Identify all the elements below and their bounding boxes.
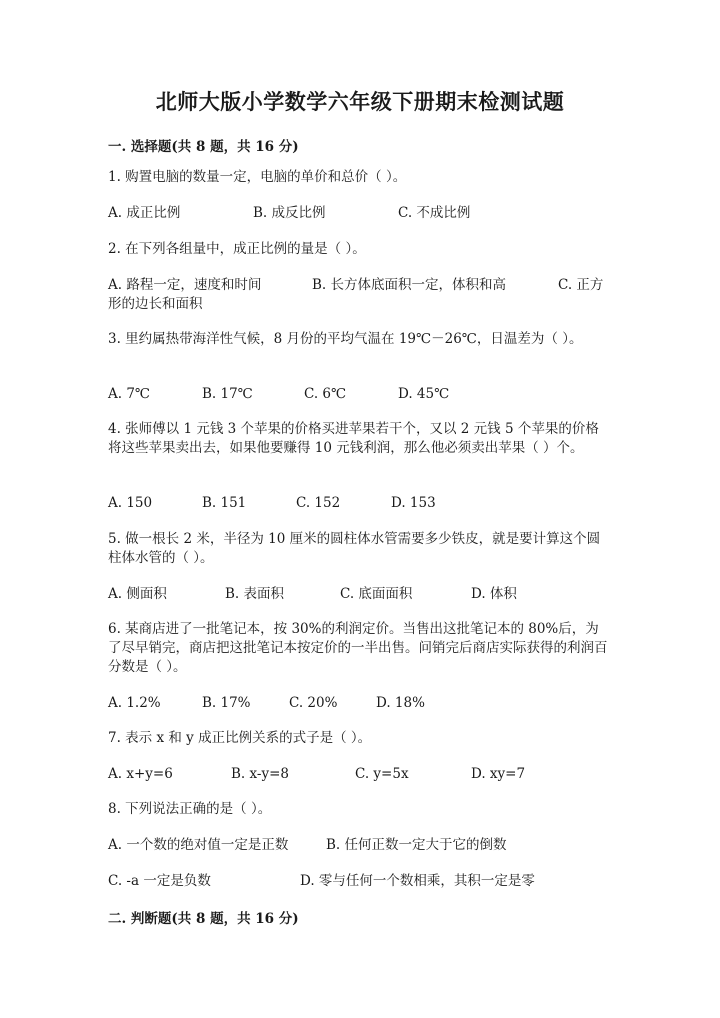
question-8-options-row2 [108,872,628,892]
option-d: D. 45℃ [398,386,450,402]
question-2: 2. 在下列各组量中，成正比例的量是（ ）。 [108,241,366,257]
option-b: B. x-y=8 [231,766,289,782]
option-a: A. 7℃ [108,386,151,402]
question-4-options [108,494,628,514]
question-1-options [108,204,628,224]
option-d: D. 18% [376,695,425,711]
option-a: A. 成正比例 [108,205,181,221]
question-1: 1. 购置电脑的数量一定，电脑的单价和总价（ ）。 [108,169,407,185]
section-heading-choice: 一. 选择题(共 8 题，共 16 分) [108,139,299,155]
option-b: B. 成反比例 [253,205,326,221]
page-title: 北师大版小学数学六年级下册期末检测试题 [155,89,565,114]
option-c: C. 不成比例 [398,205,471,221]
option-c: C. 底面面积 [340,586,413,602]
option-b: B. 17% [202,695,251,711]
option-c: C. 正方形的边长和面积 [108,277,604,312]
option-d: D. 153 [391,495,436,511]
option-a: A. 侧面积 [108,586,167,602]
question-8-options-row1 [108,836,628,856]
question-4: 4. 张师傅以 1 元钱 3 个苹果的价格买进苹果若干个，又以 2 元钱 5 个苹果的价格将这些苹果卖出去，如果他要赚得 10 元钱利润，那么他必须卖出苹果（ ）个。 [108,421,599,456]
option-a: A. 路程一定，速度和时间 [108,277,262,293]
option-c: C. 152 [296,495,341,511]
option-d: D. 体积 [471,586,517,602]
question-2-options [108,276,628,312]
option-d: D. xy=7 [471,766,526,782]
option-c: C. y=5x [355,766,409,782]
option-c: C. 6℃ [304,386,347,402]
section-heading-judge: 二. 判断题(共 8 题，共 16 分) [108,911,299,927]
option-a: A. x+y=6 [108,766,173,782]
option-c: C. 20% [289,695,338,711]
option-a: A. 一个数的绝对值一定是正数 [108,837,289,853]
question-3-options [108,385,628,405]
question-7: 7. 表示 x 和 y 成正比例关系的式子是（ ）。 [108,730,372,746]
question-6: 6. 某商店进了一批笔记本，按 30%的利润定价。当售出这批笔记本的 80%后，为了尽早销完，商店把这批笔记本按定价的一半出售。问销完后商店实际获得的利润百分数是（ ）。 [108,621,608,675]
question-7-options [108,765,628,785]
option-c: C. -a 一定是负数 [108,873,211,889]
option-d: D. 零与任何一个数相乘，其积一定是零 [300,873,535,889]
option-b: B. 17℃ [202,386,253,402]
option-a: A. 1.2% [108,695,161,711]
option-a: A. 150 [108,495,153,511]
question-3: 3. 里约属热带海洋性气候，8 月份的平均气温在 19℃－26℃，日温差为（ ）。 [108,331,583,347]
option-b: B. 长方体底面积一定，体积和高 [312,277,507,293]
option-b: B. 表面积 [225,586,285,602]
question-5: 5. 做一根长 2 米，半径为 10 厘米的圆柱体水管需要多少铁皮，就是要计算这个圆柱体水管的（ ）。 [108,531,601,566]
option-b: B. 任何正数一定大于它的倒数 [326,837,507,853]
option-b: B. 151 [202,495,247,511]
question-8: 8. 下列说法正确的是（ ）。 [108,801,272,817]
question-6-options [108,694,628,714]
question-5-options [108,585,628,605]
